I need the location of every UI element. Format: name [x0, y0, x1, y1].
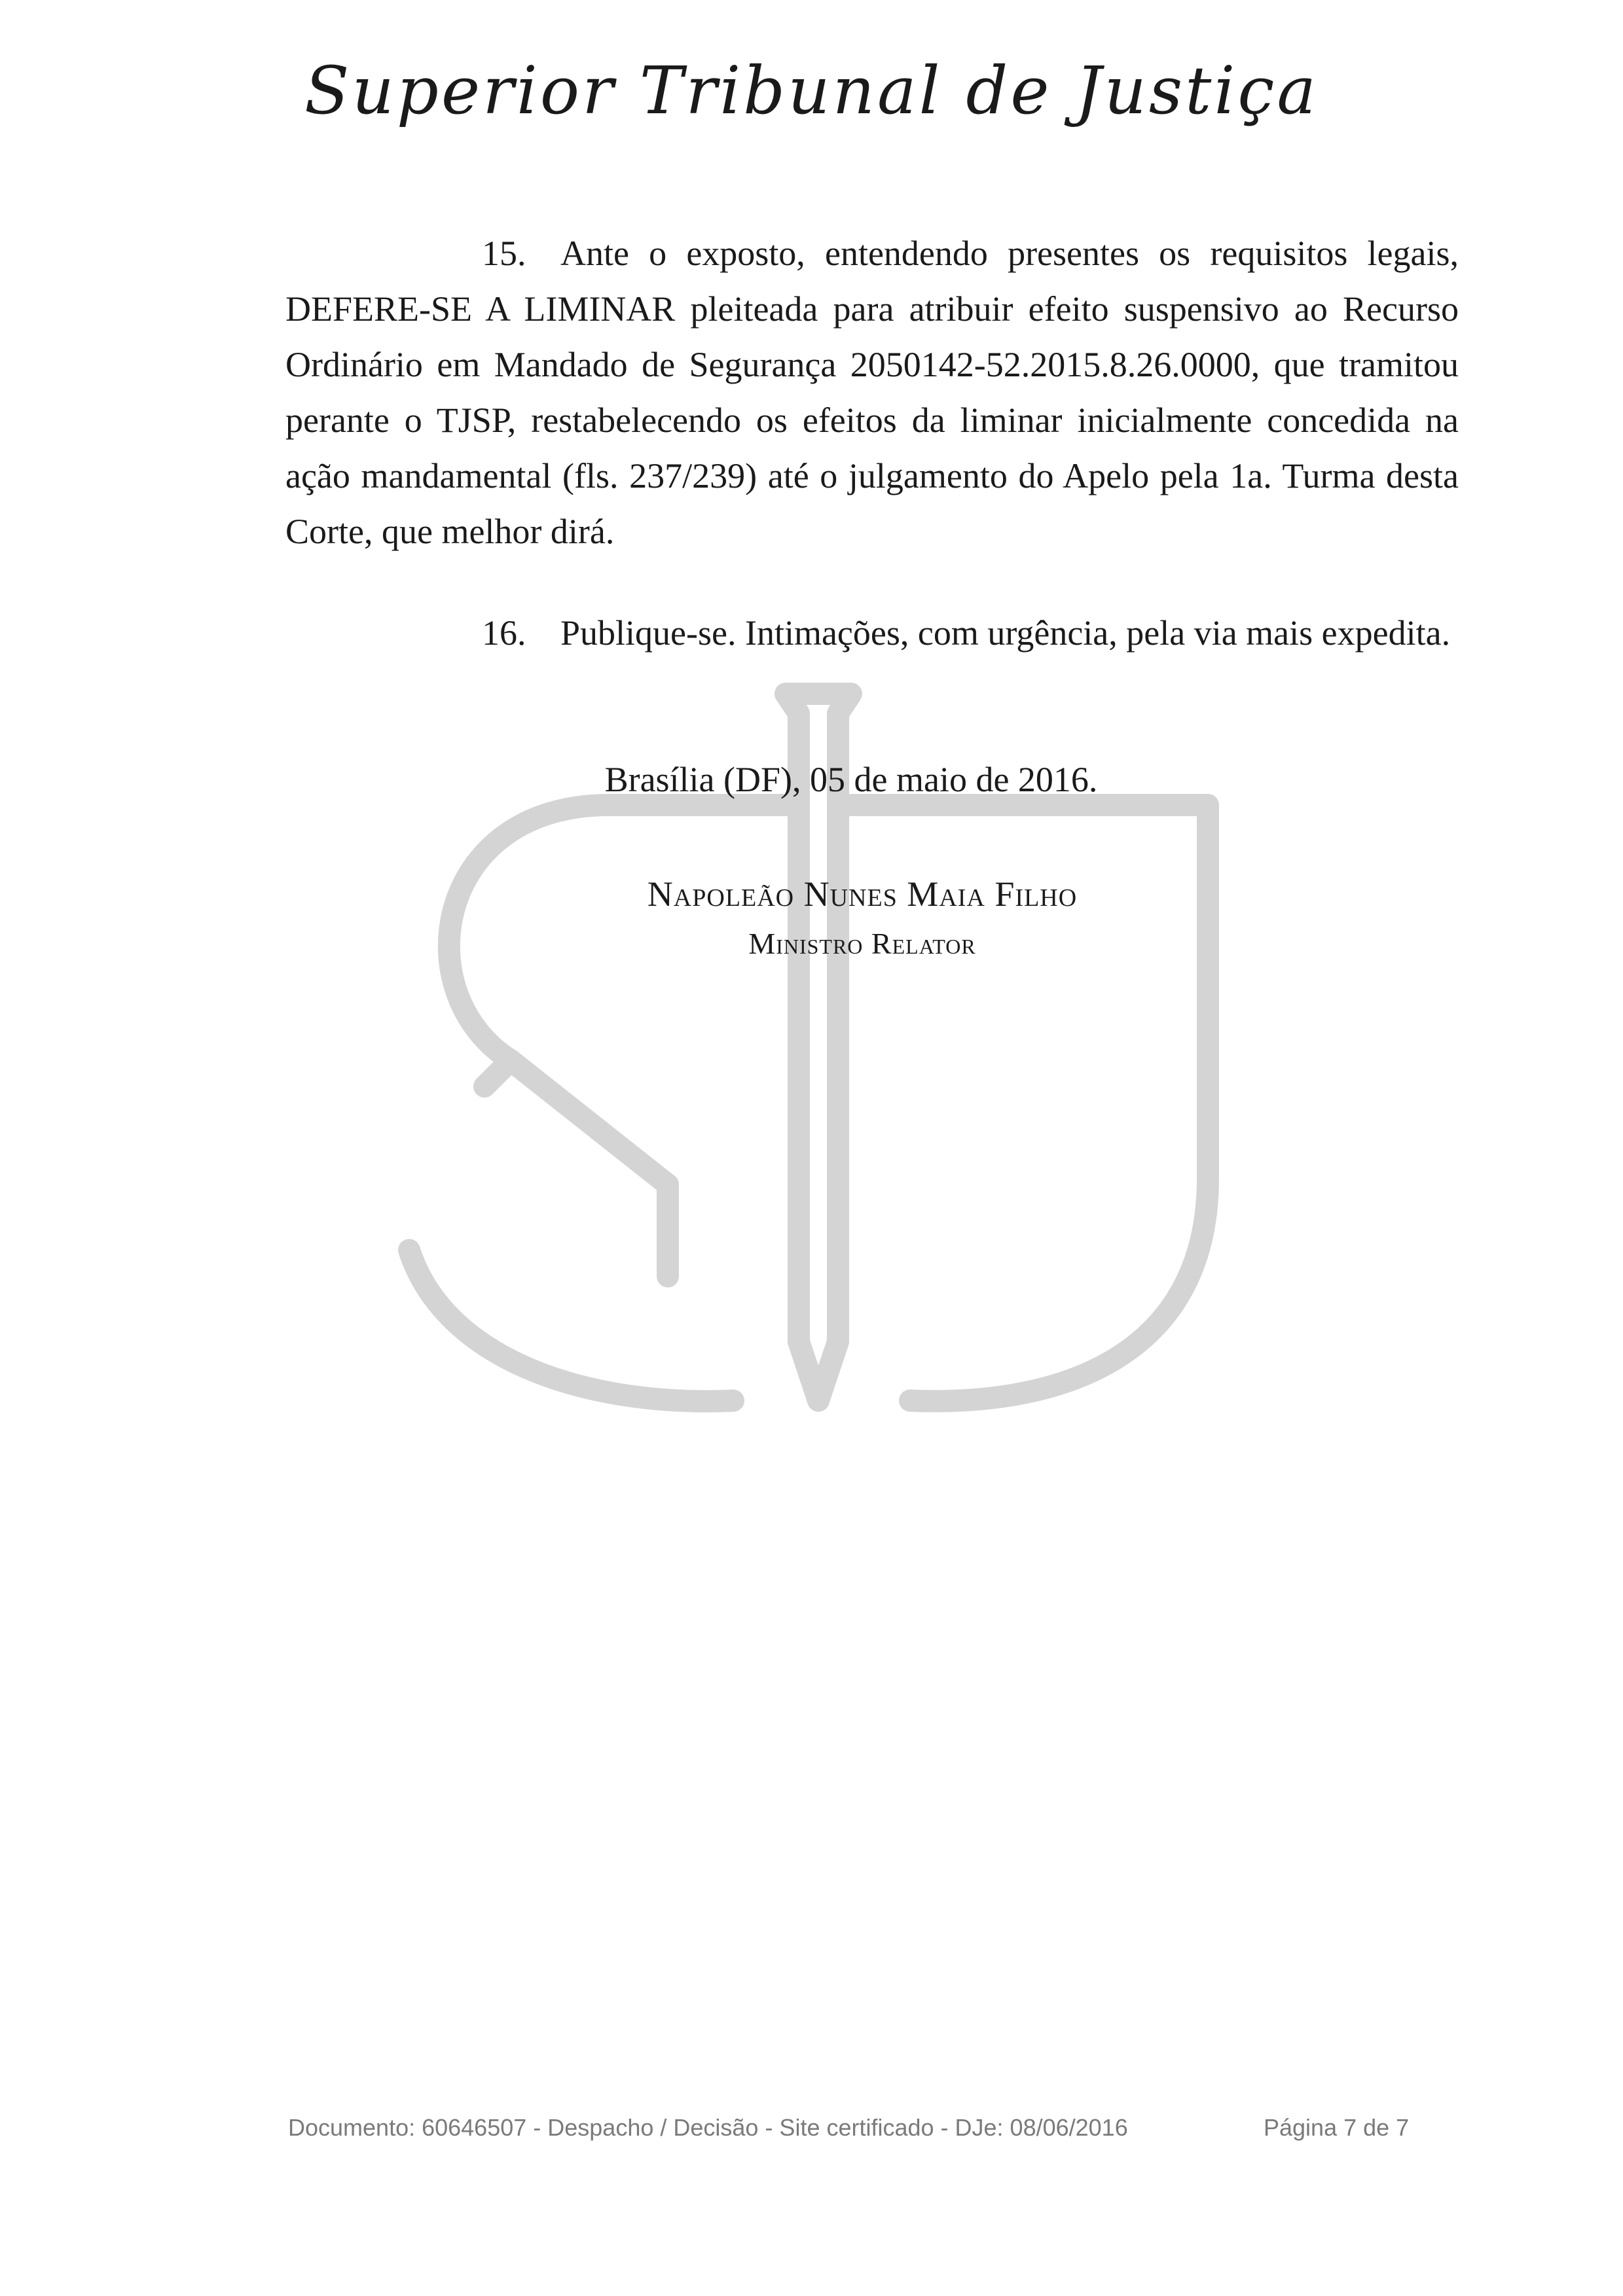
court-letterhead: Superior Tribunal de Justiça: [304, 52, 1319, 129]
footer-page-info: Página 7 de 7: [1264, 2114, 1410, 2141]
paragraph-15: [285, 226, 1459, 560]
dateline: Brasília (DF), 05 de maio de 2016.: [604, 760, 1098, 799]
footer-document-info: Documento: 60646507 - Despacho / Decisão - Site certificado - DJe: 08/06/2016: [288, 2114, 1128, 2141]
paragraph-number: 15.: [482, 234, 526, 273]
paragraph-16: [285, 605, 1459, 661]
paragraph-number: 16.: [482, 613, 526, 653]
signer-name: Napoleão Nunes Maia Filho: [647, 874, 1078, 914]
paragraph-text: Publique-se. Intimações, com urgência, pela via mais expedita.: [560, 613, 1451, 653]
paragraph-text: Ante o exposto, entendendo presentes os requisitos legais, DEFERE-SE A LIMINAR pleiteada para atribuir efeito suspensivo ao Recurso Ordinário em Mandado de Segurança 2050142-52.2015.8.26.0000, que tramitou perante o TJSP, restabelecendo os efeitos da liminar inicialmente concedida na ação mandamental (fls. 237/239) até o julgamento do Apelo pela 1a. Turma desta Corte, que melhor dirá.: [285, 234, 1459, 551]
signer-role: Ministro Relator: [748, 927, 976, 960]
